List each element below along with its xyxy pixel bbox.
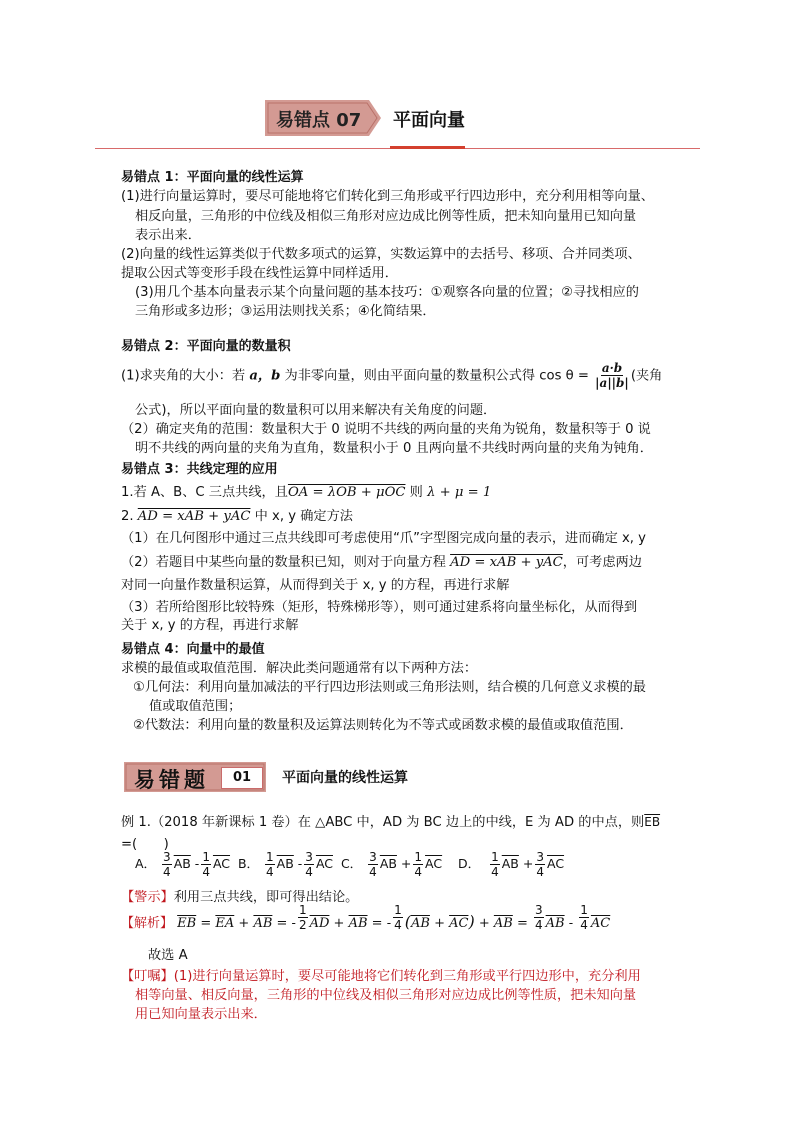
vector-ab: a，b [249,368,281,384]
answer-choice: 故选 A [148,948,188,963]
frac-3-4: $\frac{3}{4}$ [163,850,171,879]
frac-1-4: $\frac{1}{4}$ [266,850,274,879]
point3-line4-post: ，可考虑两边 [562,555,642,570]
frac-1-4: $\frac{1}{4}$ [414,850,423,879]
error-question-title: 平面向量的线性运算 [282,770,408,786]
page-title: 平面向量 [393,110,465,131]
point2-line3: （2）确定夹角的范围：数量积大于 0 说明不共线的两向量的夹角为锐角，数量积等于 0 说 [121,422,651,437]
point4-line2: ①几何法：利用向量加减法的平行四边形法则或三角形法则，结合模的几何意义求模的最 [133,680,646,695]
vector-equation-2: AD = xAB + yAC [450,555,563,570]
option-b-label: B． [237,856,260,871]
point4-line3: 值或取值范围； [149,699,242,714]
point3-line4 [121,551,642,570]
point2-line1-pre: (1)求夹角的大小：若 [121,368,250,384]
option-c-label: C． [340,856,363,871]
point1-line2: 相反向量，三角形的中位线及相似三角形对应边成比例等性质，把未知向量用已知向量 [135,209,637,224]
point1-line4: (2)向量的线性运算类似于代数多项式的运算，实数运算中的去括号、移项、合并同类项、 [121,247,641,262]
frac-1-4: $\frac{1}{4}$ [394,903,402,932]
solution-line: 【解析】 $\overline{EB} = \overline{EA} + \overline{AB}$ = - $\frac{1}{2}$ $\overline{AD} + \overline{AB}$ = - $\frac{1}{4}$ $(\overline{AB} + \overline{AC}) + \overline{AB}$ = $\frac{3}{4}$ $\overline{AB}$ - $\frac{1}{4}$ $\overline{AC}$ [121,903,611,932]
frac-1-4: $\frac{1}{4}$ [580,903,588,932]
point2-line2: 公式)，所以平面向量的数量积可以用来解决有关角度的问题． [135,403,497,418]
frac-3-4: $\frac{3}{4}$ [536,850,544,879]
point3-line6: （3）若所给图形比较特殊（矩形，特殊梯形等），则可通过建系将向量坐标化，从而得到 [121,600,638,615]
remind-line2: 相等向量、相反向量，三角形的中位线及相似三角形对应边成比例等性质，把未知向量 [135,988,637,1003]
option-a-label: A． [135,856,157,871]
point2-line1-post: (夹角 [630,368,663,384]
example-options: A． $\frac{3}{4}$ $\overline{AB}$ - $\frac{1}{4}$ $\overline{AC}$ B． $\frac{1}{4}$ $\overline{AB}$ - $\frac{3}{4}$ $\overline{AC}$ C． $\frac{3}{4}$ $\overline{AB}$ + $\frac{1}{4}$ $\overline{AC}$ D． $\frac{1}{4}$ $\overline{AB}$ + $\frac{3}{4}$ $\overline{AC}$ [135,850,565,879]
header-rule-accent [390,146,465,149]
point3-line5: 对同一向量作数量积运算，从而得到关于 x, y 的方程，再进行求解 [121,578,510,593]
vector-equation: AD = xAB + yAC [137,509,251,524]
frac-3-4: $\frac{3}{4}$ [369,850,377,879]
formula-numerator: a·b [601,361,623,375]
point1-line3: 表示出来． [135,228,201,243]
frac-3-4: $\frac{3}{4}$ [535,903,543,932]
point3-line1-pre: 1.若 A、B、C 三点共线，且 [121,485,288,500]
frac-1-2: $\frac{1}{2}$ [298,903,307,932]
solution-tag: 【解析】 [121,916,174,931]
point3-line2-post: 中 x, y 确定方法 [250,509,353,524]
point3-title: 易错点 3：共线定理的应用 [121,462,278,477]
error-question-number: 01 [221,767,263,789]
example-blank: =( ) [121,837,169,852]
option-d-label: D． [458,856,481,871]
point4-line1: 求模的最值或取值范围．解决此类问题通常有以下两种方法： [121,661,478,676]
point1-title: 易错点 1：平面向量的线性运算 [121,170,304,185]
point2-line1 [121,362,662,389]
warning-text: 利用三点共线，即可得出结论。 [173,890,359,905]
point2-line4: 明不共线的两向量的夹角为直角，数量积小于 0 且两向量不共线时两向量的夹角为钝角． [135,441,653,456]
error-question-label: 易错题 [134,767,209,792]
point4-title: 易错点 4：向量中的最值 [121,642,265,657]
example-stem-text: 例 1.（2018 年新课标 1 卷）在 △ABC 中，AD 为 BC 边上的中线，E 为 AD 的中点，则 [121,815,645,830]
warning-line [121,886,358,905]
frac-1-4: $\frac{1}{4}$ [202,850,210,879]
point3-line7: 关于 x, y 的方程，再进行求解 [121,618,299,633]
point1-line1: (1)进行向量运算时，要尽可能地将它们转化到三角形或平行四边形中，充分利用相等向量、 [121,189,654,204]
warning-tag: 【警示】 [121,890,174,905]
point2-line1-mid: 为非零向量，则由平面向量的数量积公式得 cos θ = [280,368,594,384]
remind-text1: (1)进行向量运算时，要尽可能地将它们转化到三角形或平行四边形中，充分利用 [173,969,641,984]
point3-line2-pre: 2. [121,509,138,524]
point3-line1 [121,481,491,500]
remind-tag: 【叮嘱】 [121,969,174,984]
example-stem-vector: $\overline{EB}$ [644,815,661,829]
point4-line4: ②代数法：利用向量的数量积及运算法则转化为不等式或函数求模的最值或取值范围． [133,718,633,733]
point2-title: 易错点 2：平面向量的数量积 [121,339,291,354]
frac-3-4: $\frac{3}{4}$ [305,850,313,879]
point1-line6: (3)用几个基本向量表示某个向量问题的基本技巧：①观察各向量的位置；②寻找相应的 [135,285,639,300]
header-tag: 易错点 07 [276,110,362,131]
point3-line3: （1）在几何图形中通过三点共线即可考虑使用“爪”字型图完成向量的表示，进而确定 x, y [121,531,646,546]
example-stem [121,811,660,830]
point3-line1-mid: 则 [405,485,428,500]
angle-formula-fraction [595,362,629,389]
frac-1-4: $\frac{1}{4}$ [491,850,499,879]
point3-line2 [121,505,353,524]
remind-line1 [121,965,641,984]
point1-line7: 三角形或多边形；③运用法则找关系；④化简结果． [135,304,436,319]
point1-line5: 提取公因式等变形手段在线性运算中同样适用． [121,266,398,281]
collinear-result: λ + μ = 1 [427,485,492,500]
formula-denominator: |a||b| [595,376,629,390]
remind-line3: 用已知向量表示出来． [135,1007,267,1022]
point3-line4-pre: （2）若题目中某些向量的数量积已知，则对于向量方程 [121,555,451,570]
collinear-equation: OA = λOB + μOC [287,485,406,500]
